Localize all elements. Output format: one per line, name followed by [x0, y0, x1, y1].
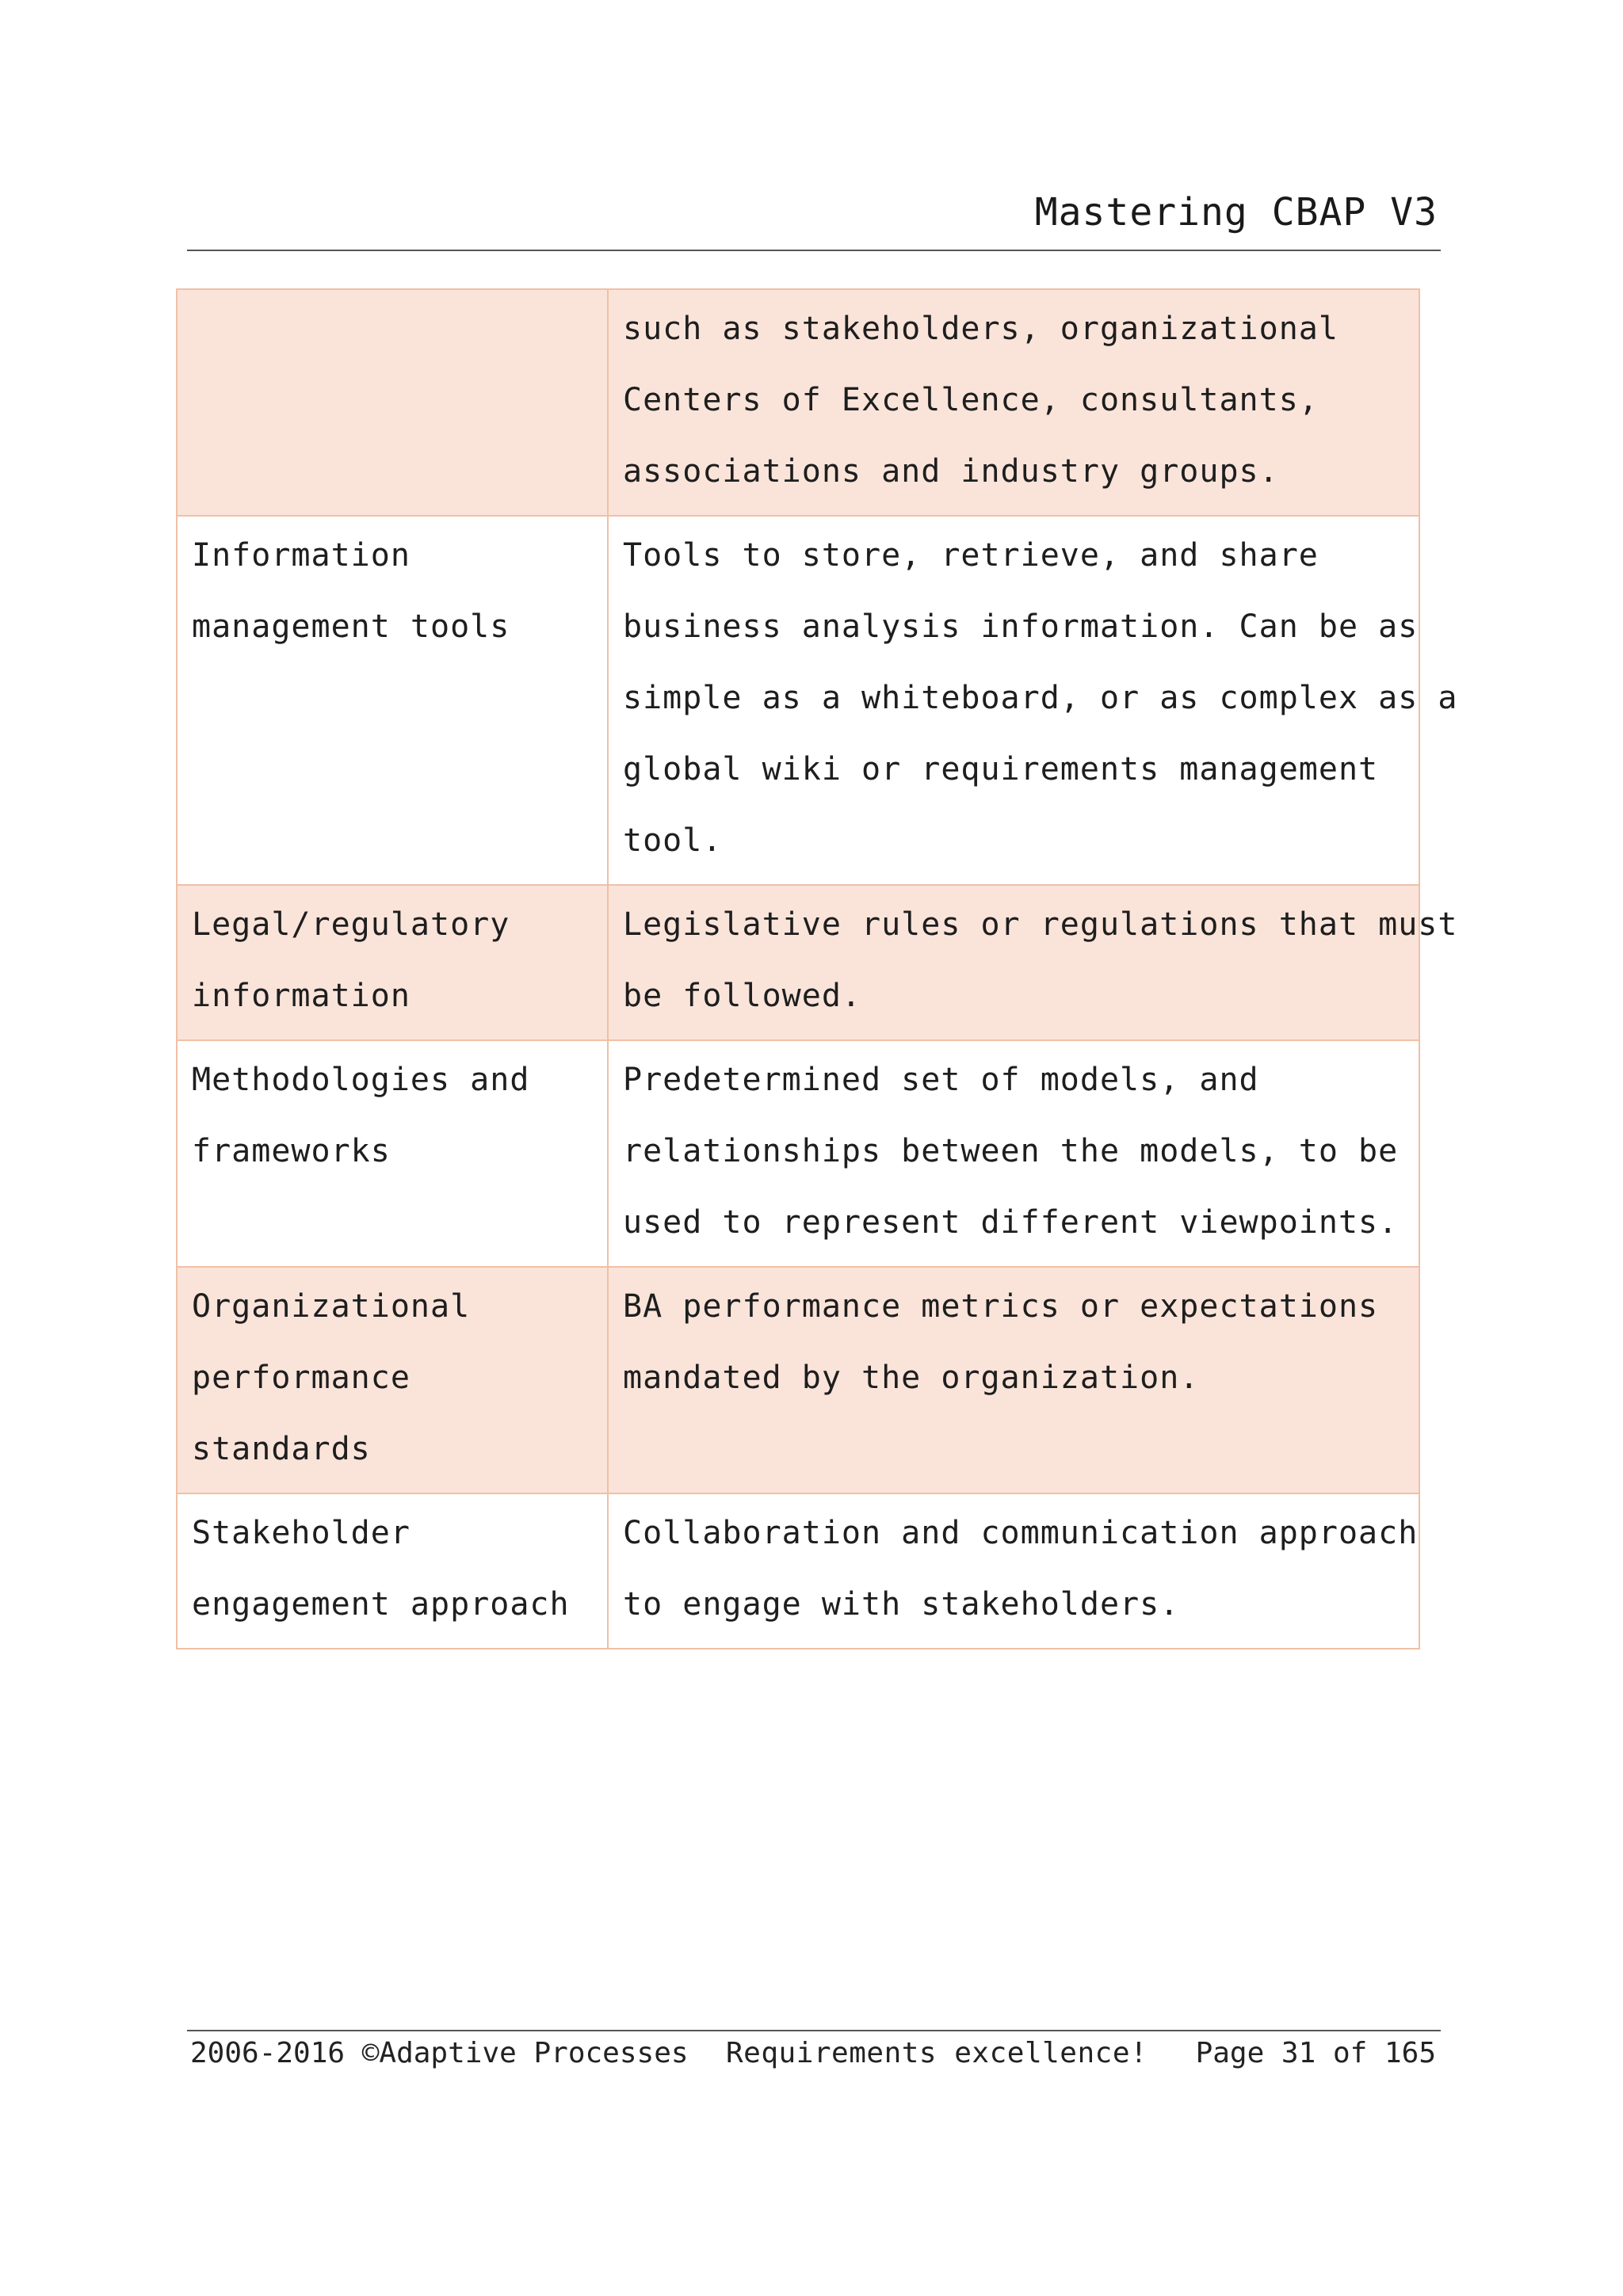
- description-cell: [608, 1040, 1419, 1267]
- description-line: BA performance metrics or expectations: [623, 1288, 1379, 1325]
- term-line: Information: [192, 537, 411, 574]
- term-cell: [177, 1040, 608, 1267]
- description-line: tool.: [623, 822, 723, 859]
- term-line: management tools: [192, 608, 510, 645]
- description-line: business analysis information. Can be as: [623, 608, 1419, 645]
- header-divider: [187, 250, 1441, 251]
- footer-divider: [187, 2030, 1441, 2031]
- table-row: [177, 516, 1419, 885]
- description-line: Predetermined set of models, and: [623, 1062, 1259, 1098]
- description-line: Tools to store, retrieve, and share: [623, 537, 1319, 574]
- table-row: [177, 885, 1419, 1040]
- term-cell: [177, 516, 608, 885]
- term-cell: [177, 1267, 608, 1493]
- description-cell: [608, 1267, 1419, 1493]
- description-line: mandated by the organization.: [623, 1360, 1200, 1396]
- footer-tagline: Requirements excellence!: [726, 2037, 1148, 2069]
- description-line: global wiki or requirements management: [623, 751, 1379, 788]
- description-line: relationships between the models, to be: [623, 1133, 1399, 1169]
- term-line: performance: [192, 1360, 411, 1396]
- term-line: standards: [192, 1431, 371, 1467]
- description-cell: [608, 289, 1419, 516]
- term-cell: [177, 289, 608, 516]
- term-line: Stakeholder: [192, 1515, 411, 1551]
- description-cell: [608, 516, 1458, 885]
- footer-page-number: Page 31 of 165: [1195, 2037, 1436, 2069]
- table-row: [177, 1493, 1419, 1649]
- description-line: to engage with stakeholders.: [623, 1586, 1180, 1623]
- term-line: Legal/regulatory: [192, 906, 510, 943]
- term-line: Methodologies and: [192, 1062, 530, 1098]
- description-line: Legislative rules or regulations that must: [623, 906, 1458, 943]
- table-row: [177, 1040, 1419, 1267]
- table-row: [177, 1267, 1419, 1493]
- definitions-table: [176, 288, 1458, 1650]
- term-line: Organizational: [192, 1288, 471, 1325]
- term-line: engagement approach: [192, 1586, 570, 1623]
- description-cell: [608, 885, 1458, 1040]
- footer-copyright: 2006-2016 ©Adaptive Processes: [190, 2037, 689, 2069]
- description-line: simple as a whiteboard, or as complex as a: [623, 680, 1458, 716]
- term-cell: [177, 1493, 608, 1649]
- description-line: associations and industry groups.: [623, 453, 1279, 490]
- description-cell: [608, 1493, 1419, 1649]
- description-line: used to represent different viewpoints.: [623, 1204, 1399, 1241]
- term-cell: [177, 885, 608, 1040]
- table-row: [177, 289, 1419, 516]
- term-line: frameworks: [192, 1133, 391, 1169]
- term-line: information: [192, 978, 411, 1014]
- page-header-title: Mastering CBAP V3: [1034, 190, 1438, 235]
- definitions-table-body: [177, 289, 1458, 1649]
- description-line: Collaboration and communication approach: [623, 1515, 1419, 1551]
- description-line: such as stakeholders, organizational: [623, 311, 1338, 347]
- description-line: be followed.: [623, 978, 861, 1014]
- description-line: Centers of Excellence, consultants,: [623, 382, 1319, 418]
